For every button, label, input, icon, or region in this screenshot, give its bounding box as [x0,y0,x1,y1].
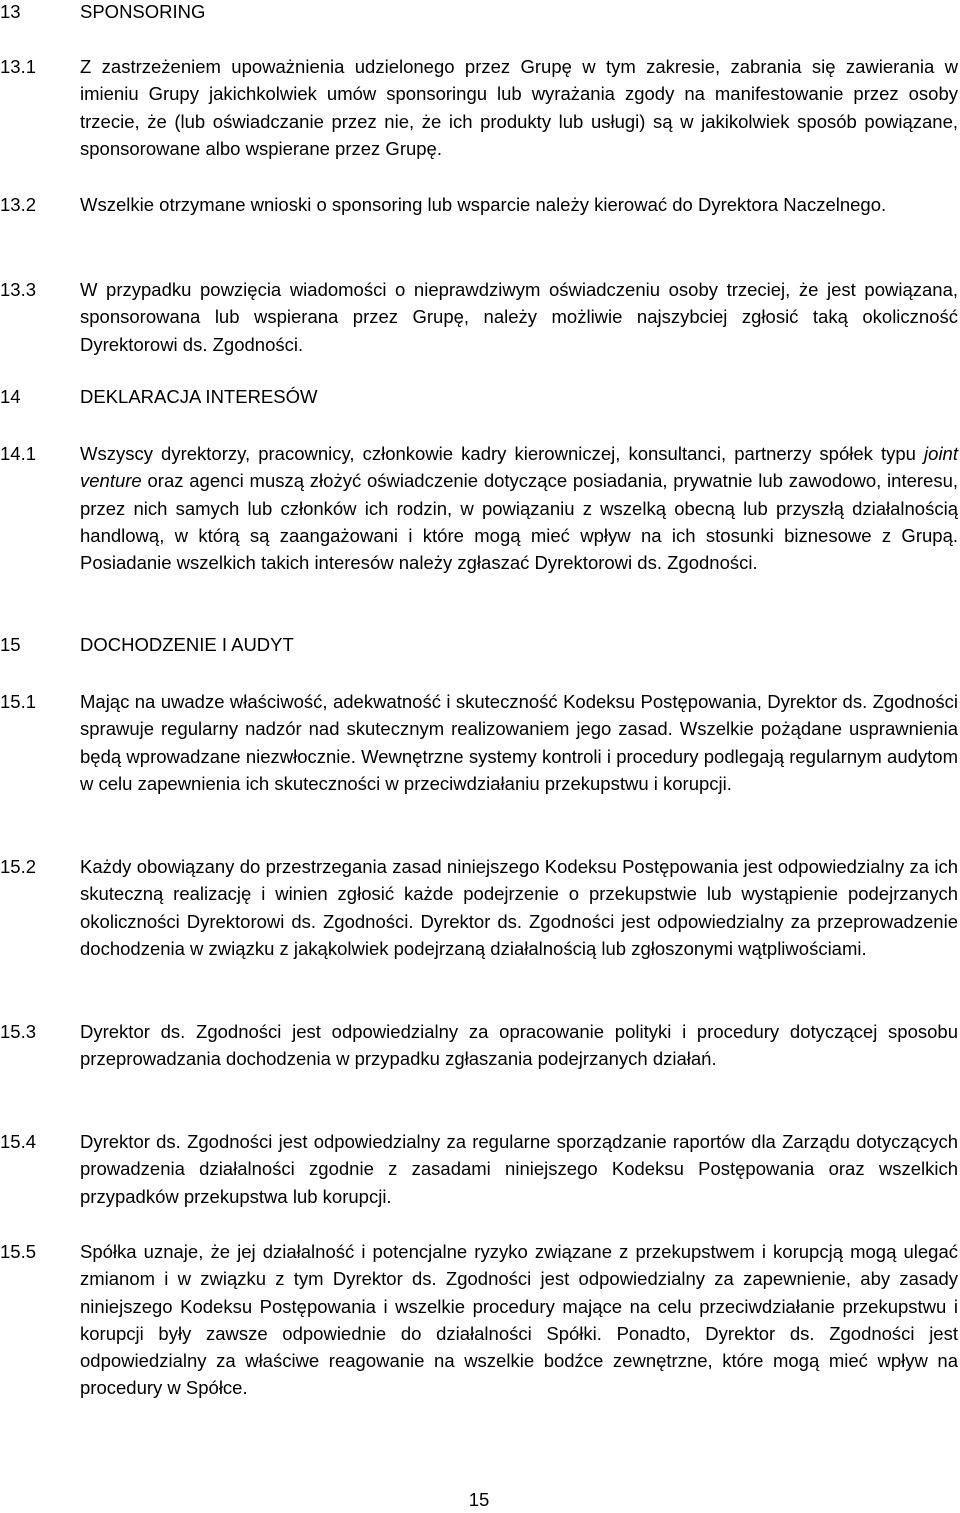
clause-15-1 [0,688,958,797]
clause-text: W przypadku powzięcia wiadomości o nieprawdziwym oświadczeniu osoby trzeciej, że jest powiązana, sponsorowana lub wspierana przez Grupę, należy możliwie najszybciej zgłosić taką okoliczność Dyrektorowi ds. Zgodności. [80,279,958,355]
section-number: 15 [0,634,21,655]
clause-text: Każdy obowiązany do przestrzegania zasad niniejszego Kodeksu Postępowania jest odpowiedzialny za ich skuteczną realizację i winien zgłosić każde podejrzenie o przekupstwie lub wystąpienie podejrzanych okoliczności Dyrektorowi ds. Zgodności. Dyrektor ds. Zgodności jest odpowiedzialny za przeprowadzenie dochodzenia w związku z jakąkolwiek podejrzaną działalnością lub zgłoszonymi wątpliwościami. [80,856,958,959]
clause-text: Dyrektor ds. Zgodności jest odpowiedzialny za opracowanie polityki i procedury dotyczącej sposobu przeprowadzania dochodzenia w przypadku zgłaszania podejrzanych działań. [80,1021,958,1070]
clause-15-4 [0,1128,958,1210]
section-number: 13 [0,1,21,22]
clause-13-1 [0,53,958,162]
clause-number: 15.5 [0,1241,37,1262]
clause-text-start: Wszyscy dyrektorzy, pracownicy, członkowie kadry kierowniczej, konsultanci, partnerzy spółek typu [80,443,925,464]
section-title: DEKLARACJA INTERESÓW [80,386,318,407]
section-13-heading [0,0,958,25]
clause-number: 15.3 [0,1021,37,1042]
clause-number: 15.4 [0,1131,37,1152]
section-title: SPONSORING [80,1,206,22]
clause-13-2 [0,191,958,218]
clause-text: Dyrektor ds. Zgodności jest odpowiedzialny za regularne sporządzanie raportów dla Zarządu dotyczących prowadzenia działalności zgodnie z zasadami niniejszego Kodeksu Postępowania oraz wszelkich przypadków przekupstwa lub korupcji. [80,1131,958,1207]
page-number: 15 [468,1489,490,1510]
section-number: 14 [0,386,21,407]
clause-number: 13.3 [0,279,37,300]
section-title: DOCHODZENIE I AUDYT [80,634,294,655]
clause-15-2 [0,853,958,962]
section-14-heading [0,383,958,410]
italic-term: joint venture [80,443,958,492]
clause-15-3 [0,1018,958,1073]
clause-text: Wszelkie otrzymane wnioski o sponsoring lub wsparcie należy kierować do Dyrektora Naczelnego. [80,194,887,215]
clause-13-3 [0,276,958,358]
clause-number: 15.2 [0,856,37,877]
clause-number: 15.1 [0,691,37,712]
clause-15-5 [0,1238,958,1402]
clause-number: 14.1 [0,443,37,464]
section-15-heading [0,631,958,658]
clause-14-1 [0,440,958,576]
clause-number: 13.2 [0,194,37,215]
clause-text-end: oraz agenci muszą złożyć oświadczenie dotyczące posiadania, prywatnie lub zawodowo, interesu, przez nich samych lub członków ich rodzin, w powiązaniu z wszelką obecną lub przyszłą działalnością handlową, w którą są zaangażowani i które mogą mieć wpływ na ich stosunki biznesowe z Grupą. Posiadanie wszelkich takich interesów należy zgłaszać Dyrektorowi ds. Zgodności. [80,470,958,574]
clause-text: Mając na uwadze właściwość, adekwatność i skuteczność Kodeksu Postępowania, Dyrektor ds. Zgodności sprawuje regularny nadzór nad skutecznym realizowaniem jego zasad. Wszelkie pożądane usprawnienia będą wprowadzane niezwłocznie. Wewnętrzne systemy kontroli i procedury podlegają regularnym audytom w celu zapewnienia ich skuteczności w przeciwdziałaniu przekupstwu i korupcji. [80,691,958,794]
clause-number: 13.1 [0,56,37,77]
clause-text: Spółka uznaje, że jej działalność i potencjalne ryzyko związane z przekupstwem i korupcją mogą ulegać zmianom i w związku z tym Dyrektor ds. Zgodności jest odpowiedzialny za zapewnienie, aby zasady niniejszego Kodeksu Postępowania i wszelkie procedury mające na celu przeciwdziałanie przekupstwu i korupcji były zawsze odpowiednie do działalności Spółki. Ponadto, Dyrektor ds. Zgodności jest odpowiedzialny za właściwe reagowanie na wszelkie bodźce zewnętrzne, które mogą mieć wpływ na procedury w Spółce. [80,1241,958,1399]
clause-text [80,440,958,576]
clause-text: Z zastrzeżeniem upoważnienia udzielonego przez Grupę w tym zakresie, zabrania się zawierania w imieniu Grupy jakichkolwiek umów sponsoringu lub wyrażania zgody na manifestowanie przez osoby trzecie, że (lub oświadczanie przez nie, że ich produkty lub usługi) są w jakikolwiek sposób powiązane, sponsorowane albo wspierane przez Grupę. [80,56,958,159]
